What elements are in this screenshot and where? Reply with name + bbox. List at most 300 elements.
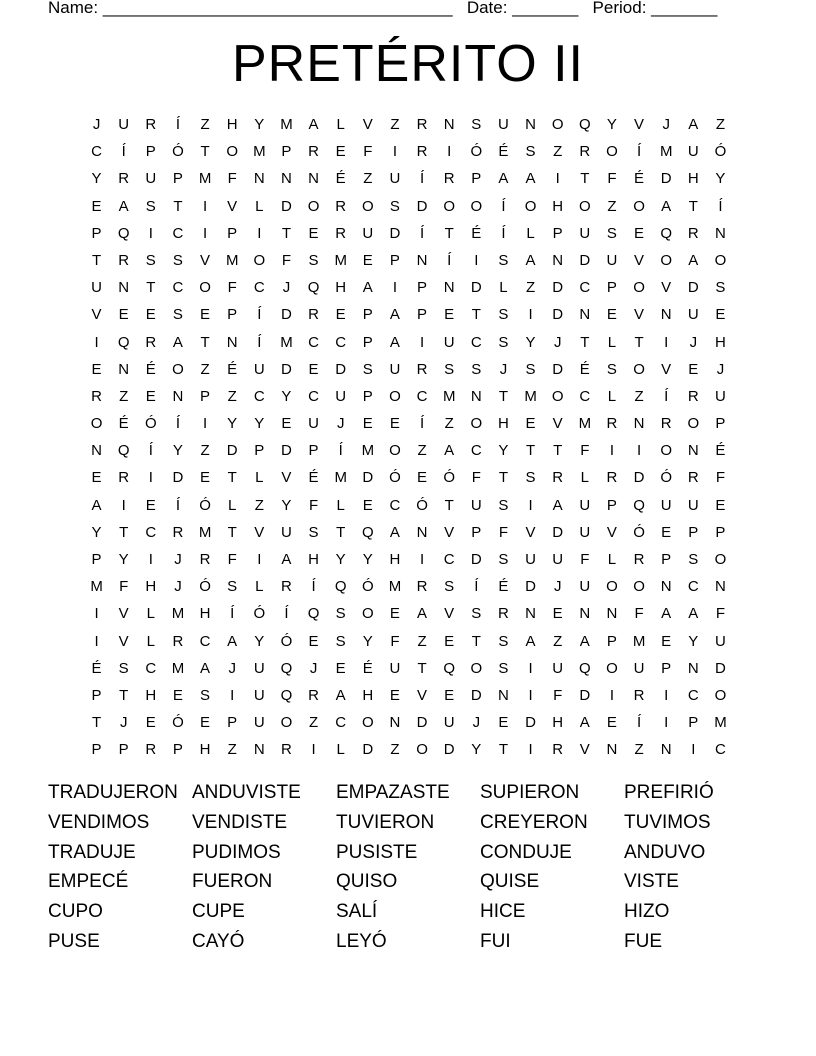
grid-letter[interactable]: É [471, 224, 482, 242]
grid-letter[interactable]: R [443, 170, 455, 188]
grid-letter[interactable]: C [470, 333, 482, 351]
grid-letter[interactable]: E [389, 686, 400, 704]
grid-letter[interactable]: L [146, 605, 155, 623]
grid-letter[interactable]: Y [606, 116, 617, 133]
grid-letter[interactable]: J [119, 714, 128, 732]
grid-letter[interactable]: É [118, 415, 129, 433]
grid-letter[interactable]: R [633, 551, 645, 568]
grid-letter[interactable]: Í [257, 306, 262, 324]
grid-letter[interactable]: P [172, 170, 183, 188]
grid-letter[interactable]: M [198, 170, 212, 188]
grid-letter[interactable]: I [664, 686, 669, 704]
grid-letter[interactable]: Z [715, 116, 726, 133]
grid-letter[interactable]: O [389, 387, 401, 405]
grid-letter[interactable]: D [470, 686, 482, 704]
grid-letter[interactable]: E [91, 197, 102, 215]
grid-letter[interactable]: E [389, 415, 400, 433]
grid-letter[interactable]: N [552, 251, 564, 269]
grid-letter[interactable]: Q [578, 659, 591, 677]
grid-letter[interactable]: R [660, 415, 672, 433]
grid-letter[interactable]: T [200, 333, 210, 351]
grid-letter[interactable]: T [634, 333, 644, 351]
grid-letter[interactable]: Z [227, 387, 237, 405]
grid-letter[interactable]: N [579, 306, 591, 324]
grid-letter[interactable]: O [660, 442, 673, 460]
grid-letter[interactable]: P [172, 741, 183, 759]
grid-letter[interactable]: O [361, 197, 374, 215]
grid-letter[interactable]: Ó [172, 143, 184, 161]
grid-letter[interactable]: E [308, 360, 319, 378]
grid-letter[interactable]: P [308, 442, 319, 460]
grid-letter[interactable]: P [91, 741, 102, 759]
grid-letter[interactable]: N [606, 605, 618, 623]
grid-letter[interactable]: Í [419, 224, 425, 242]
grid-letter[interactable]: I [636, 442, 642, 460]
grid-letter[interactable]: E [715, 306, 726, 324]
grid-letter[interactable]: I [148, 551, 153, 568]
grid-letter[interactable]: P [281, 143, 292, 161]
grid-letter[interactable]: I [392, 143, 398, 161]
grid-letter[interactable]: A [200, 659, 211, 677]
grid-letter[interactable]: U [91, 279, 102, 297]
grid-letter[interactable]: O [361, 605, 374, 623]
grid-letter[interactable]: O [606, 578, 618, 596]
grid-letter[interactable]: R [687, 387, 699, 405]
grid-letter[interactable]: T [525, 442, 536, 460]
grid-letter[interactable]: J [174, 551, 182, 568]
grid-letter[interactable]: N [308, 170, 319, 188]
grid-letter[interactable]: Y [715, 170, 726, 188]
grid-letter[interactable]: M [524, 387, 537, 405]
grid-letter[interactable]: A [91, 496, 102, 514]
grid-letter[interactable]: N [253, 741, 265, 759]
grid-letter[interactable]: T [688, 197, 698, 215]
grid-letter[interactable]: E [525, 415, 536, 433]
grid-letter[interactable]: T [119, 686, 129, 704]
grid-letter[interactable]: C [335, 714, 347, 732]
grid-letter[interactable]: Í [636, 714, 642, 732]
grid-letter[interactable]: N [118, 279, 130, 297]
grid-letter[interactable]: N [172, 387, 184, 405]
grid-letter[interactable]: E [91, 469, 102, 487]
grid-letter[interactable]: V [118, 605, 129, 623]
grid-letter[interactable]: E [444, 306, 455, 324]
grid-letter[interactable]: T [200, 143, 210, 161]
grid-letter[interactable]: J [174, 578, 182, 596]
grid-letter[interactable]: O [551, 116, 564, 133]
grid-letter[interactable]: D [362, 741, 374, 759]
grid-letter[interactable]: P [362, 387, 373, 405]
grid-letter[interactable]: L [255, 197, 264, 215]
grid-letter[interactable]: P [688, 714, 699, 732]
grid-letter[interactable]: P [91, 686, 102, 704]
grid-letter[interactable]: Í [447, 251, 452, 269]
grid-letter[interactable]: Y [254, 632, 265, 650]
grid-letter[interactable]: P [606, 632, 617, 650]
grid-letter[interactable]: D [443, 741, 455, 759]
grid-letter[interactable]: S [227, 578, 238, 596]
grid-letter[interactable]: F [227, 170, 237, 188]
grid-letter[interactable]: Ó [714, 143, 727, 161]
grid-letter[interactable]: S [444, 578, 455, 596]
grid-letter[interactable]: U [606, 251, 618, 269]
grid-letter[interactable]: U [633, 659, 645, 677]
grid-letter[interactable]: I [528, 741, 533, 759]
grid-letter[interactable]: U [579, 523, 591, 541]
grid-letter[interactable]: S [308, 251, 319, 269]
grid-letter[interactable]: Í [419, 415, 425, 433]
grid-letter[interactable]: N [416, 251, 428, 269]
grid-letter[interactable]: R [172, 523, 184, 541]
grid-letter[interactable]: Ó [389, 469, 401, 487]
grid-letter[interactable]: V [281, 469, 292, 487]
grid-letter[interactable]: U [389, 170, 401, 188]
grid-letter[interactable]: H [389, 551, 401, 568]
grid-letter[interactable]: P [688, 523, 699, 541]
grid-letter[interactable]: M [334, 251, 347, 269]
grid-letter[interactable]: I [148, 469, 153, 487]
grid-letter[interactable]: N [606, 741, 618, 759]
grid-letter[interactable]: Q [280, 686, 293, 704]
grid-letter[interactable]: D [525, 714, 536, 732]
grid-letter[interactable]: Z [607, 197, 617, 215]
grid-letter[interactable]: M [225, 251, 239, 269]
grid-letter[interactable]: R [308, 686, 319, 704]
grid-letter[interactable]: R [281, 741, 292, 759]
grid-letter[interactable]: R [416, 143, 428, 161]
grid-letter[interactable]: Í [501, 224, 506, 242]
grid-letter[interactable]: Í [474, 578, 479, 596]
grid-letter[interactable]: N [443, 279, 455, 297]
grid-letter[interactable]: S [444, 360, 455, 378]
grid-letter[interactable]: S [335, 632, 346, 650]
grid-letter[interactable]: L [499, 279, 508, 297]
grid-letter[interactable]: S [498, 659, 509, 677]
grid-letter[interactable]: T [227, 469, 237, 487]
grid-letter[interactable]: E [634, 224, 645, 242]
grid-letter[interactable]: C [335, 333, 347, 351]
grid-letter[interactable]: É [715, 442, 726, 460]
grid-letter[interactable]: U [145, 170, 157, 188]
grid-letter[interactable]: Í [175, 116, 181, 133]
grid-letter[interactable]: I [419, 333, 425, 351]
grid-letter[interactable]: S [498, 306, 509, 324]
grid-letter[interactable]: A [172, 333, 183, 351]
grid-letter[interactable]: T [471, 632, 481, 650]
grid-letter[interactable]: T [471, 306, 481, 324]
grid-letter[interactable]: F [580, 442, 590, 460]
grid-letter[interactable]: T [498, 469, 509, 487]
grid-letter[interactable]: C [172, 279, 184, 297]
grid-letter[interactable]: R [145, 333, 157, 351]
grid-letter[interactable]: V [579, 741, 590, 759]
grid-letter[interactable]: E [335, 306, 346, 324]
grid-letter[interactable]: P [715, 415, 726, 433]
grid-letter[interactable]: J [92, 116, 101, 133]
grid-letter[interactable]: M [388, 578, 402, 596]
grid-letter[interactable]: Í [419, 170, 425, 188]
grid-letter[interactable]: C [687, 578, 699, 596]
grid-letter[interactable]: Q [660, 224, 673, 242]
grid-letter[interactable]: V [417, 686, 428, 704]
grid-letter[interactable]: D [281, 197, 292, 215]
grid-letter[interactable]: N [226, 333, 238, 351]
grid-letter[interactable]: R [145, 116, 157, 133]
grid-letter[interactable]: J [472, 714, 481, 732]
grid-letter[interactable]: S [335, 605, 346, 623]
grid-letter[interactable]: E [362, 251, 373, 269]
grid-letter[interactable]: D [281, 442, 292, 460]
grid-letter[interactable]: Z [200, 360, 210, 378]
grid-letter[interactable]: S [606, 360, 617, 378]
grid-letter[interactable]: Z [390, 741, 400, 759]
grid-letter[interactable]: L [336, 116, 345, 133]
grid-letter[interactable]: Ó [199, 578, 211, 596]
grid-letter[interactable]: R [552, 469, 564, 487]
grid-letter[interactable]: É [335, 170, 346, 188]
grid-letter[interactable]: T [227, 523, 237, 541]
grid-letter[interactable]: M [198, 523, 212, 541]
grid-letter[interactable]: P [471, 523, 482, 541]
grid-letter[interactable]: Z [200, 116, 210, 133]
grid-letter[interactable]: M [578, 415, 592, 433]
grid-letter[interactable]: P [200, 387, 211, 405]
grid-letter[interactable]: M [90, 578, 103, 596]
grid-letter[interactable]: E [145, 306, 156, 324]
grid-letter[interactable]: Y [525, 333, 536, 351]
grid-letter[interactable]: U [579, 578, 591, 596]
grid-letter[interactable]: U [687, 143, 699, 161]
grid-letter[interactable]: U [552, 659, 564, 677]
grid-letter[interactable]: N [715, 578, 726, 596]
grid-letter[interactable]: I [419, 551, 425, 568]
grid-letter[interactable]: Z [634, 387, 644, 405]
grid-letter[interactable]: T [498, 741, 509, 759]
grid-letter[interactable]: Z [417, 442, 427, 460]
grid-letter[interactable]: V [444, 605, 455, 623]
grid-letter[interactable]: E [444, 686, 455, 704]
grid-letter[interactable]: S [118, 659, 129, 677]
grid-letter[interactable]: C [308, 387, 319, 405]
grid-letter[interactable]: E [145, 714, 156, 732]
grid-letter[interactable]: F [281, 251, 292, 269]
grid-letter[interactable]: Y [281, 387, 292, 405]
grid-letter[interactable]: O [470, 415, 483, 433]
grid-letter[interactable]: U [660, 496, 672, 514]
grid-letter[interactable]: E [444, 632, 455, 650]
grid-letter[interactable]: U [470, 496, 482, 514]
grid-letter[interactable]: O [551, 387, 564, 405]
grid-letter[interactable]: D [362, 469, 374, 487]
grid-letter[interactable]: N [470, 387, 482, 405]
grid-letter[interactable]: P [417, 279, 428, 297]
grid-letter[interactable]: A [661, 197, 672, 215]
grid-letter[interactable]: O [226, 143, 239, 161]
grid-letter[interactable]: A [118, 197, 129, 215]
grid-letter[interactable]: É [308, 469, 319, 487]
grid-letter[interactable]: Q [334, 578, 347, 596]
grid-letter[interactable]: É [498, 143, 509, 161]
grid-letter[interactable]: M [171, 605, 185, 623]
grid-letter[interactable]: D [525, 578, 536, 596]
grid-letter[interactable]: Y [335, 551, 346, 568]
grid-letter[interactable]: U [335, 387, 347, 405]
grid-letter[interactable]: I [528, 659, 533, 677]
grid-letter[interactable]: N [660, 741, 672, 759]
grid-letter[interactable]: R [552, 741, 564, 759]
grid-letter[interactable]: T [444, 224, 454, 242]
grid-letter[interactable]: H [199, 605, 211, 623]
grid-letter[interactable]: Y [254, 116, 265, 133]
grid-letter[interactable]: R [606, 469, 618, 487]
grid-letter[interactable]: D [172, 469, 184, 487]
grid-letter[interactable]: U [525, 551, 536, 568]
grid-letter[interactable]: D [715, 659, 726, 677]
grid-letter[interactable]: D [579, 686, 591, 704]
grid-letter[interactable]: D [552, 306, 564, 324]
grid-letter[interactable]: R [416, 578, 428, 596]
grid-letter[interactable]: O [633, 578, 645, 596]
grid-letter[interactable]: I [257, 551, 262, 568]
grid-letter[interactable]: F [363, 143, 373, 161]
grid-letter[interactable]: F [227, 279, 237, 297]
grid-letter[interactable]: N [91, 442, 102, 460]
grid-letter[interactable]: L [580, 469, 589, 487]
grid-letter[interactable]: A [308, 116, 319, 133]
grid-letter[interactable]: R [416, 360, 428, 378]
grid-letter[interactable]: Z [553, 632, 563, 650]
grid-letter[interactable]: Y [362, 632, 373, 650]
grid-letter[interactable]: E [498, 714, 509, 732]
grid-letter[interactable]: O [633, 360, 645, 378]
grid-letter[interactable]: O [416, 741, 428, 759]
grid-letter[interactable]: P [362, 333, 373, 351]
grid-letter[interactable]: Q [307, 605, 320, 623]
grid-letter[interactable]: T [146, 279, 156, 297]
grid-letter[interactable]: Z [363, 170, 373, 188]
grid-letter[interactable]: Q [443, 659, 456, 677]
grid-letter[interactable]: V [118, 632, 129, 650]
grid-letter[interactable]: Z [200, 442, 210, 460]
grid-letter[interactable]: N [389, 714, 401, 732]
grid-letter[interactable]: Q [361, 523, 374, 541]
grid-letter[interactable]: U [308, 415, 319, 433]
grid-letter[interactable]: H [552, 197, 564, 215]
grid-letter[interactable]: Y [118, 551, 129, 568]
grid-letter[interactable]: L [336, 741, 345, 759]
grid-letter[interactable]: E [145, 387, 156, 405]
grid-letter[interactable]: A [688, 116, 699, 133]
grid-letter[interactable]: J [553, 578, 562, 596]
grid-letter[interactable]: S [715, 279, 726, 297]
grid-letter[interactable]: O [687, 415, 700, 433]
grid-letter[interactable]: U [443, 333, 455, 351]
grid-letter[interactable]: V [254, 523, 265, 541]
grid-letter[interactable]: U [687, 306, 699, 324]
grid-letter[interactable]: U [253, 360, 265, 378]
grid-letter[interactable]: N [579, 605, 591, 623]
grid-letter[interactable]: I [202, 197, 208, 215]
grid-letter[interactable]: T [91, 251, 102, 269]
grid-letter[interactable]: C [470, 442, 482, 460]
grid-letter[interactable]: S [362, 360, 373, 378]
grid-letter[interactable]: T [119, 523, 129, 541]
grid-letter[interactable]: Í [311, 578, 316, 596]
grid-letter[interactable]: O [633, 279, 645, 297]
grid-letter[interactable]: Ó [443, 469, 456, 487]
grid-letter[interactable]: E [200, 469, 211, 487]
grid-letter[interactable]: S [498, 333, 509, 351]
grid-letter[interactable]: O [524, 197, 537, 215]
grid-letter[interactable]: N [660, 306, 672, 324]
grid-letter[interactable]: P [91, 551, 102, 568]
grid-letter[interactable]: V [91, 306, 102, 324]
grid-letter[interactable]: Y [471, 741, 482, 759]
grid-letter[interactable]: I [94, 632, 99, 650]
grid-letter[interactable]: Y [498, 442, 509, 460]
grid-letter[interactable]: Y [91, 523, 102, 541]
grid-letter[interactable]: S [172, 306, 183, 324]
grid-letter[interactable]: D [552, 279, 564, 297]
grid-letter[interactable]: S [498, 496, 509, 514]
grid-letter[interactable]: Q [307, 279, 320, 297]
grid-letter[interactable]: I [447, 143, 452, 161]
grid-letter[interactable]: Í [636, 143, 642, 161]
grid-letter[interactable]: J [689, 333, 698, 351]
grid-letter[interactable]: F [498, 523, 509, 541]
grid-letter[interactable]: Í [664, 387, 669, 405]
grid-letter[interactable]: J [282, 279, 291, 297]
grid-letter[interactable]: Z [634, 741, 644, 759]
grid-letter[interactable]: N [416, 523, 428, 541]
grid-letter[interactable]: C [253, 279, 265, 297]
grid-letter[interactable]: H [145, 686, 157, 704]
grid-letter[interactable]: F [471, 469, 481, 487]
grid-letter[interactable]: T [580, 170, 590, 188]
grid-letter[interactable]: Í [148, 442, 153, 460]
grid-letter[interactable]: S [389, 197, 400, 215]
grid-letter[interactable]: D [552, 360, 564, 378]
grid-letter[interactable]: A [525, 632, 536, 650]
grid-letter[interactable]: I [230, 686, 235, 704]
grid-letter[interactable]: N [443, 116, 455, 133]
grid-letter[interactable]: V [362, 116, 373, 133]
grid-letter[interactable]: M [442, 387, 456, 405]
grid-letter[interactable]: M [632, 632, 646, 650]
grid-letter[interactable]: A [389, 523, 400, 541]
grid-letter[interactable]: M [714, 714, 727, 732]
grid-letter[interactable]: N [118, 360, 130, 378]
grid-letter[interactable]: I [474, 251, 479, 269]
grid-letter[interactable]: H [715, 333, 726, 351]
grid-letter[interactable]: R [498, 605, 509, 623]
grid-letter[interactable]: H [199, 741, 211, 759]
grid-letter[interactable]: N [633, 415, 645, 433]
grid-letter[interactable]: S [525, 469, 536, 487]
grid-letter[interactable]: A [281, 551, 292, 568]
grid-letter[interactable]: A [389, 333, 400, 351]
grid-letter[interactable]: L [255, 469, 264, 487]
grid-letter[interactable]: Z [444, 415, 454, 433]
grid-letter[interactable]: R [335, 224, 347, 242]
grid-letter[interactable]: S [471, 360, 482, 378]
grid-letter[interactable]: I [691, 741, 696, 759]
grid-letter[interactable]: C [145, 659, 157, 677]
grid-letter[interactable]: S [308, 523, 319, 541]
grid-letter[interactable]: E [552, 605, 563, 623]
grid-letter[interactable]: A [579, 714, 590, 732]
grid-letter[interactable]: O [253, 251, 266, 269]
